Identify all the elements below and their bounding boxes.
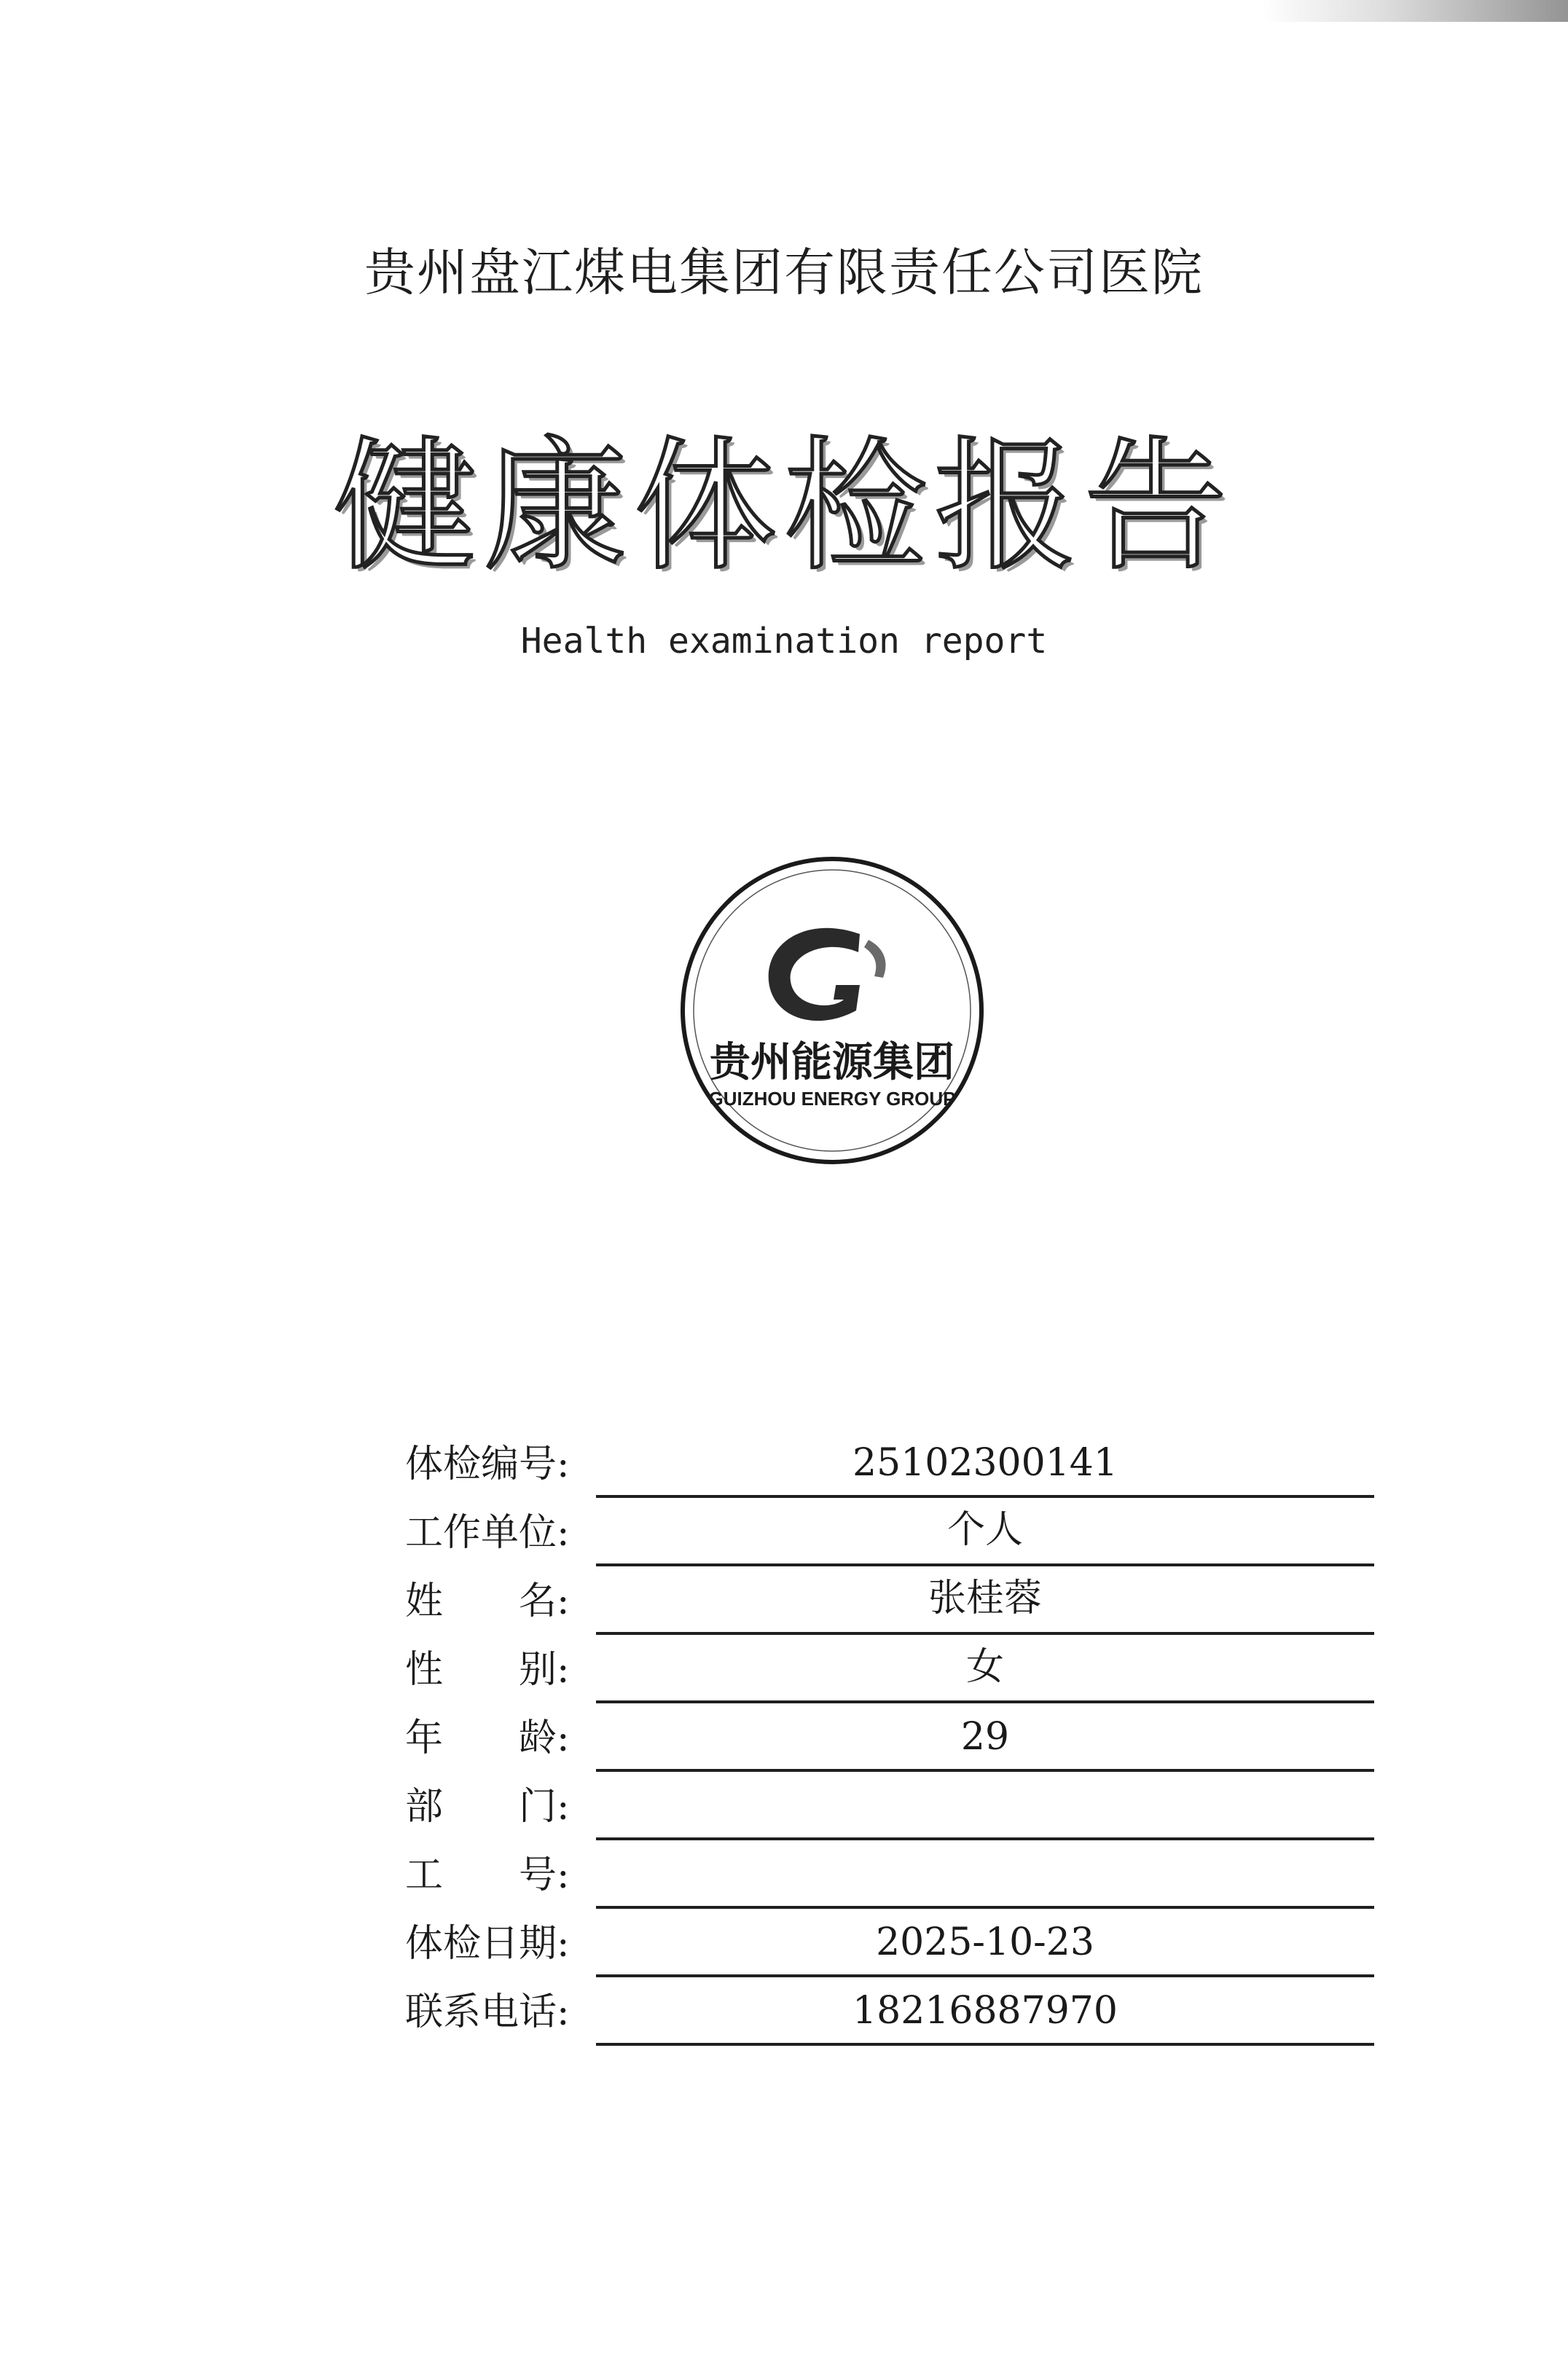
info-row-work-unit <box>405 1498 1374 1566</box>
name-label-a: 姓 <box>405 1580 444 1623</box>
age-value: 29 <box>960 1715 1010 1759</box>
guizhou-energy-group-logo <box>678 854 987 1167</box>
work-unit-value: 个人 <box>946 1508 1023 1552</box>
underline <box>596 2043 1374 2046</box>
gender-label-b: 别: <box>519 1648 570 1692</box>
gender-label-a: 性 <box>405 1648 444 1692</box>
exam-number-value: 25102300141 <box>852 1441 1118 1485</box>
info-row-exam-date <box>405 1909 1374 1977</box>
info-row-exam-number <box>405 1429 1374 1498</box>
logo-name-en: GUIZHOU ENERGY GROUP <box>708 1088 956 1110</box>
info-row-name <box>405 1566 1374 1635</box>
age-label-b: 龄: <box>519 1716 570 1760</box>
age-label <box>405 1707 587 1762</box>
age-label-a: 年 <box>405 1716 444 1760</box>
info-row-employee-number <box>405 1840 1374 1909</box>
info-row-department <box>405 1772 1374 1840</box>
exam-date-value: 2025-10-23 <box>876 1920 1094 1964</box>
report-subtitle: Health examination report <box>520 621 1048 662</box>
exam-number-label: 体检编号: <box>405 1443 570 1486</box>
gender-label <box>405 1639 587 1693</box>
name-label <box>405 1570 587 1625</box>
logo-emblem-icon <box>678 854 987 1167</box>
info-row-phone <box>405 1977 1374 2046</box>
scan-edge-artifact <box>1262 0 1568 22</box>
department-label-a: 部 <box>405 1785 444 1829</box>
info-row-gender <box>405 1635 1374 1703</box>
name-label-b: 名: <box>519 1580 570 1623</box>
hospital-name: 贵州盘江煤电集团有限责任公司医院 <box>364 243 1204 302</box>
phone-label: 联系电话: <box>405 1990 570 2034</box>
logo-name-cn: 贵州能源集团 <box>710 1039 954 1085</box>
exam-date-label: 体检日期: <box>405 1922 570 1966</box>
gender-value: 女 <box>965 1645 1004 1689</box>
department-label <box>405 1775 587 1830</box>
info-row-age <box>405 1703 1374 1772</box>
employee-number-label-a: 工 <box>405 1853 444 1897</box>
work-unit-label: 工作单位: <box>405 1511 570 1555</box>
name-value: 张桂蓉 <box>928 1577 1042 1620</box>
report-title: 健康体检报告 <box>333 424 1234 590</box>
patient-info-table <box>405 1429 1374 2046</box>
employee-number-label <box>405 1844 587 1899</box>
employee-number-label-b: 号: <box>519 1853 570 1897</box>
phone-value: 18216887970 <box>852 1989 1118 2033</box>
department-label-b: 门: <box>519 1785 570 1829</box>
